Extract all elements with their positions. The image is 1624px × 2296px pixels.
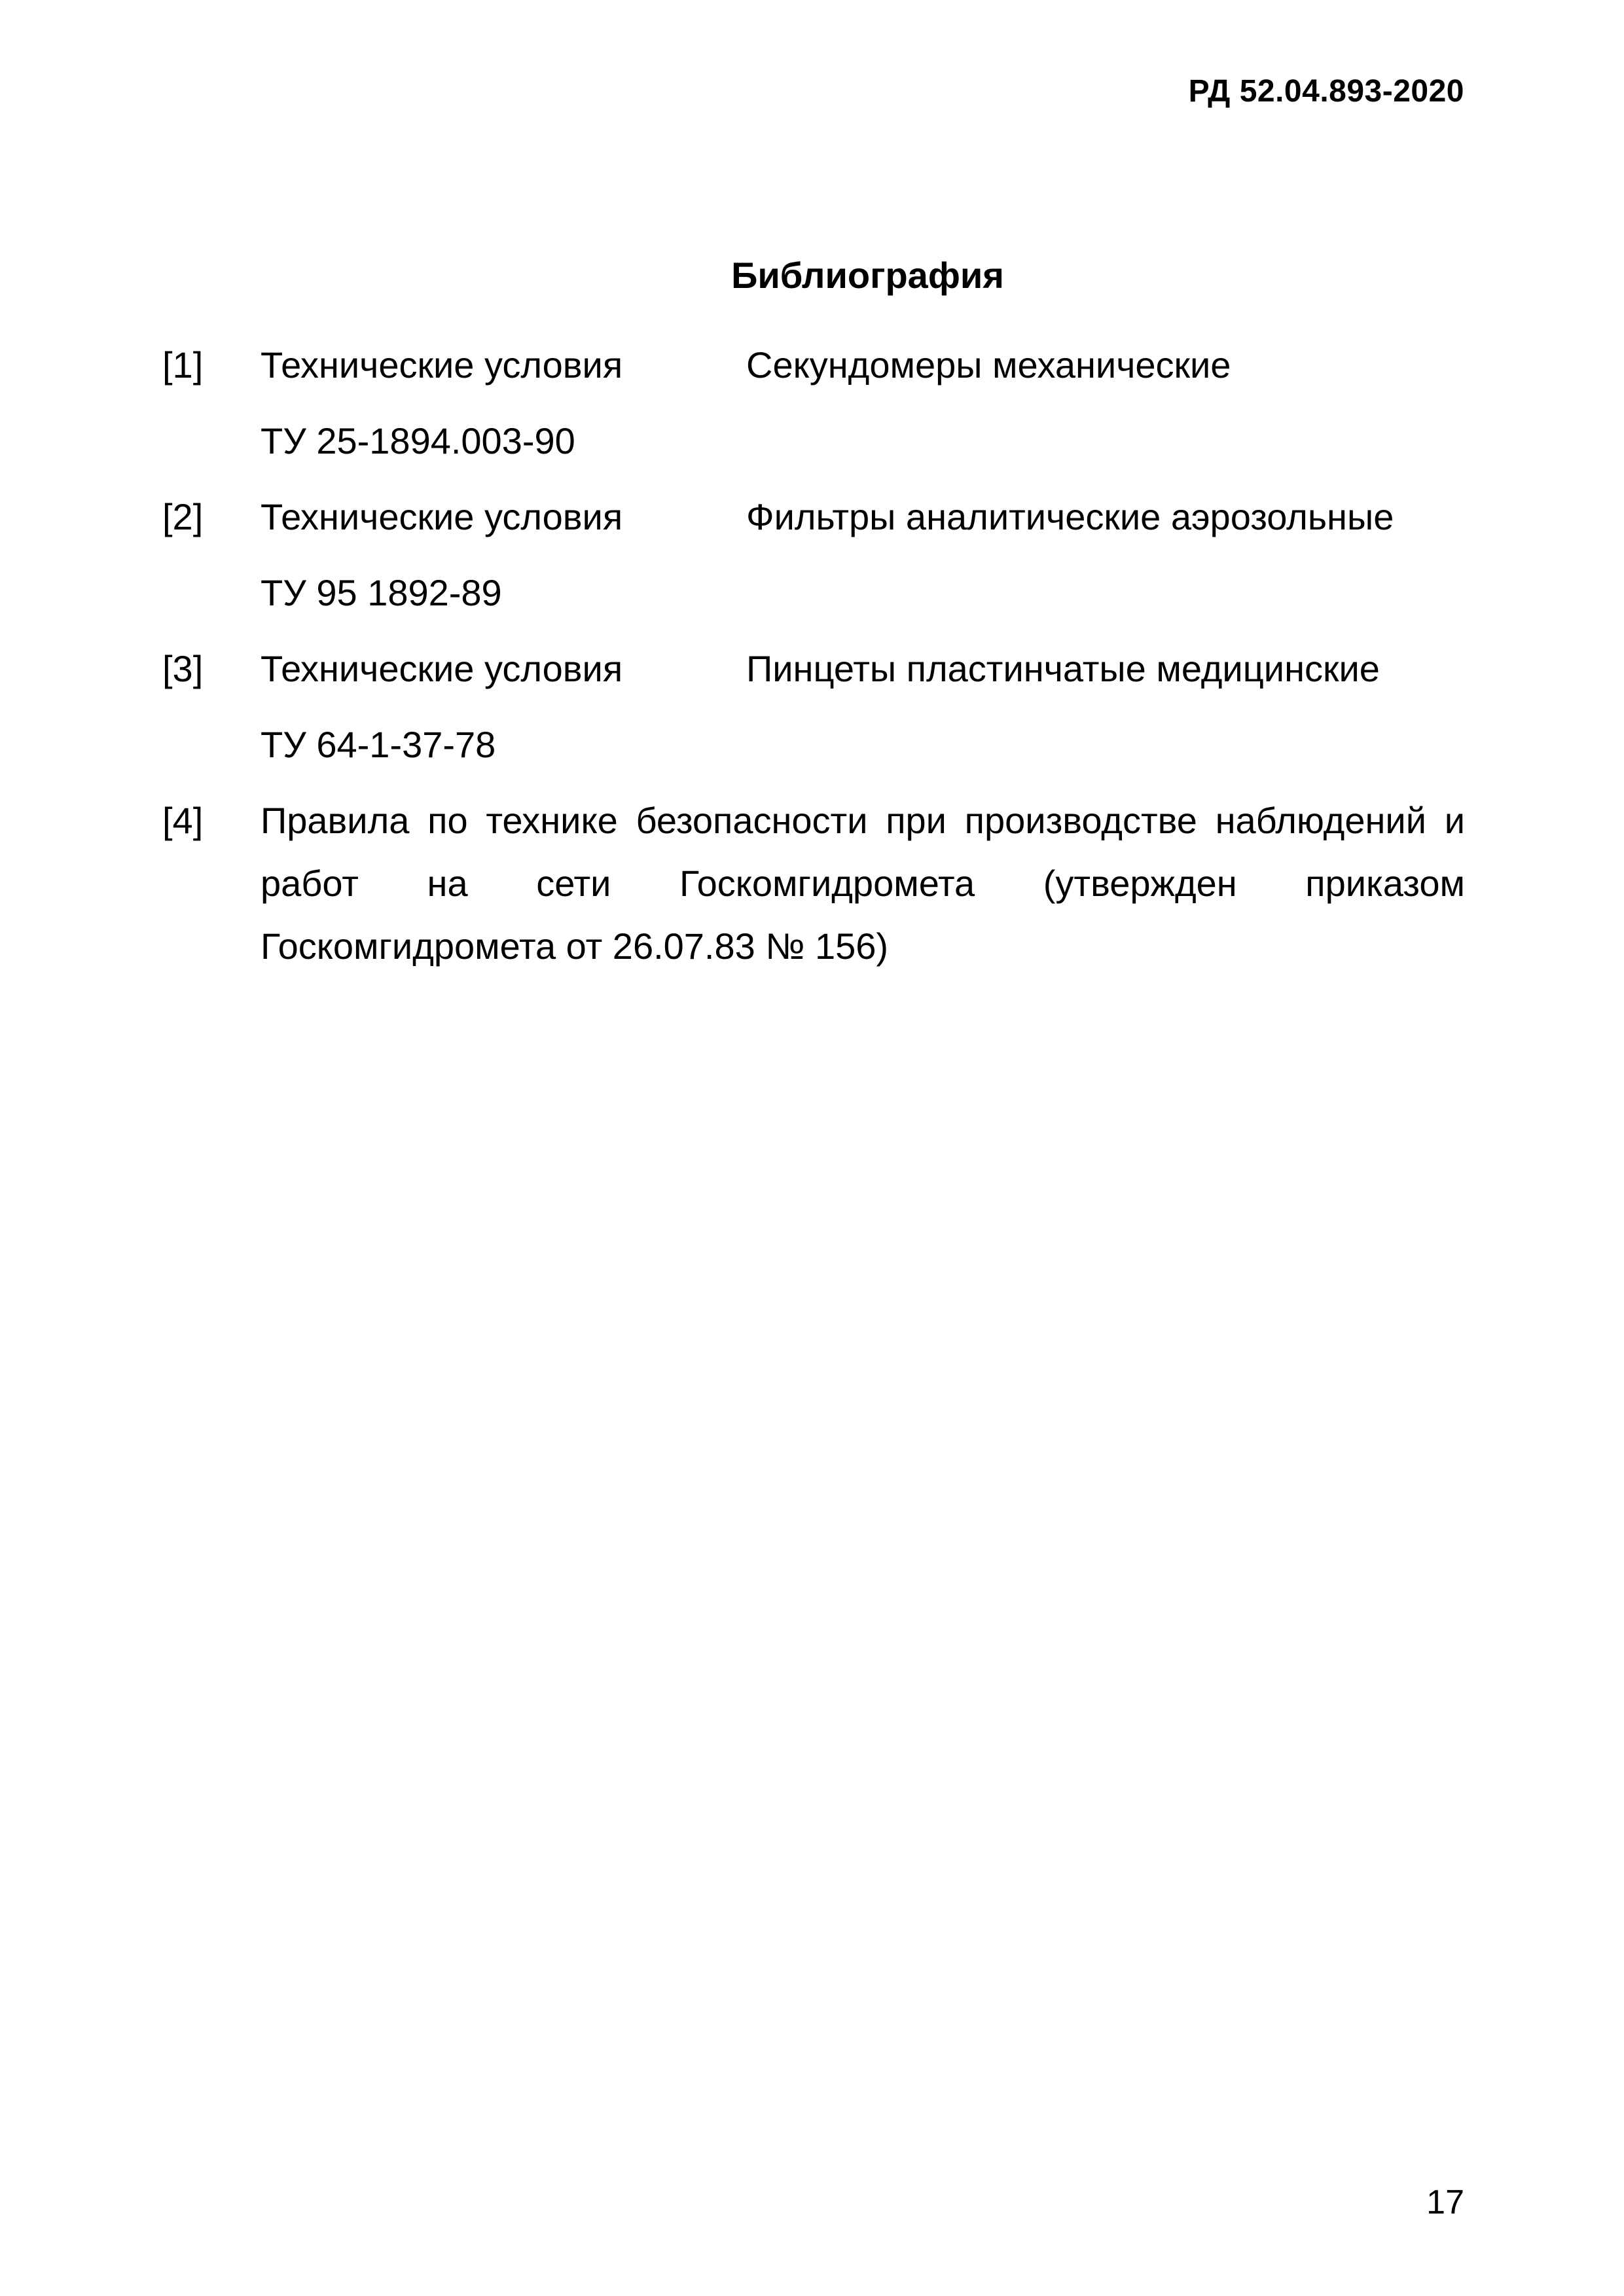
entry-code: ТУ 95 1892-89 (261, 572, 502, 613)
entry-title: Фильтры аналитические аэрозольные (746, 496, 1394, 537)
page-number: 17 (1426, 2183, 1464, 2221)
entry-title: Пинцеты пластинчатые медицинские (746, 648, 1380, 689)
entry-number: [3] (162, 648, 204, 689)
entry-title: Секундомеры механические (746, 344, 1231, 386)
entry-code: ТУ 64-1-37-78 (261, 724, 496, 765)
bibliography-entry (162, 479, 1465, 631)
entry-number: [4] (162, 800, 204, 841)
document-number: РД 52.04.893-2020 (1188, 74, 1464, 109)
entry-code: ТУ 25-1894.003-90 (261, 420, 575, 461)
entry-type: Технические условия (261, 344, 623, 386)
entry-number: [1] (162, 344, 204, 386)
bibliography-entry (162, 783, 1465, 978)
bibliography-entry (162, 631, 1465, 783)
section-title: Библиография (731, 255, 1004, 296)
entry-type: Технические условия (261, 496, 623, 537)
entry-number: [2] (162, 496, 204, 537)
entry-type: Технические условия (261, 648, 623, 689)
bibliography-entry (162, 327, 1465, 479)
entry-text: Правила по технике безопасности при производстве наблюдений и работ на сети Госкомгидромета (утвержден приказом Госкомгидромета от 26.07.83 № 156) (261, 800, 1465, 967)
bibliography-list (162, 327, 1465, 978)
